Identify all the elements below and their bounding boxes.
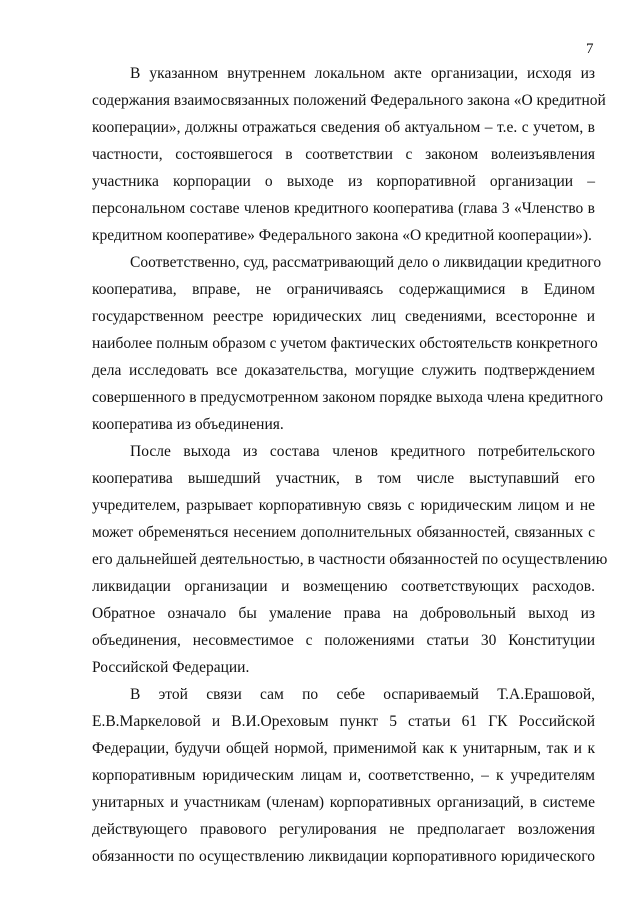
text-line: кооператива вышедший участник, в том числе выступавший его — [92, 470, 595, 487]
text-line: кооперации», должны отражаться сведения об актуальном – т.е. с учетом, в — [92, 119, 595, 136]
paragraph-1 — [92, 60, 606, 249]
text-line: кредитном кооперативе» Федерального закона «О кредитной кооперации»). — [92, 227, 592, 244]
text-line: государственном реестре юридических лиц сведениями, всесторонне и — [92, 308, 595, 325]
text-line: Обратное означало бы умаление права на добровольный выход из — [92, 605, 595, 622]
text-line: содержания взаимосвязанных положений Федерального закона «О кредитной — [92, 92, 606, 109]
text-line: Е.В.Маркеловой и В.И.Ореховым пункт 5 статьи 61 ГК Российской — [92, 713, 595, 730]
text-line: учредителем, разрывает корпоративную связь с юридическим лицом и не — [92, 497, 595, 514]
paragraph-2 — [92, 249, 603, 438]
text-line: частности, состоявшегося в соответствии с законом волеизъявления — [92, 146, 595, 163]
text-line: ликвидации организации и возмещению соответствующих расходов. — [92, 578, 595, 595]
text-line: корпоративным юридическим лицам и, соответственно, – к учредителям — [92, 767, 595, 784]
text-line: может обременяться несением дополнительных обязанностей, связанных с — [92, 524, 595, 541]
text-line: обязанности по осуществлению ликвидации корпоративного юридического — [92, 848, 595, 865]
text-line: Соответственно, суд, рассматривающий дело о ликвидации кредитного — [130, 254, 602, 271]
text-line: Федерации, будучи общей нормой, применимой как к унитарным, так и к — [92, 740, 595, 757]
text-line: его дальнейшей деятельностью, в частности обязанностей по осуществлению — [92, 551, 608, 568]
text-line: После выхода из состава членов кредитного потребительского — [130, 443, 595, 460]
text-line: объединения, несовместимое с положениями статьи 30 Конституции — [92, 632, 595, 649]
paragraph-4 — [92, 681, 595, 870]
text-line: Российской Федерации. — [92, 659, 250, 676]
text-line: участника корпорации о выходе из корпоративной организации – — [92, 173, 595, 190]
paragraph-3 — [92, 438, 608, 681]
text-line: В указанном внутреннем локальном акте организации, исходя из — [130, 65, 595, 82]
page-number: 7 — [586, 41, 594, 57]
text-line: кооператива из объединения. — [92, 416, 284, 433]
text-line: кооператива, вправе, не ограничиваясь содержащимися в Едином — [92, 281, 595, 298]
document-body — [92, 60, 608, 870]
text-line: персональном составе членов кредитного кооператива (глава 3 «Членство в — [92, 200, 595, 217]
text-line: В этой связи сам по себе оспариваемый Т.А.Ерашовой, — [130, 686, 595, 703]
text-line: действующего правового регулирования не предполагает возложения — [92, 821, 595, 838]
text-line: совершенного в предусмотренном законом порядке выхода члена кредитного — [92, 389, 603, 406]
text-line: дела исследовать все доказательства, могущие служить подтверждением — [92, 362, 595, 379]
text-line: унитарных и участникам (членам) корпоративных организаций, в системе — [92, 794, 595, 811]
text-line: наиболее полным образом с учетом фактических обстоятельств конкретного — [92, 335, 598, 352]
